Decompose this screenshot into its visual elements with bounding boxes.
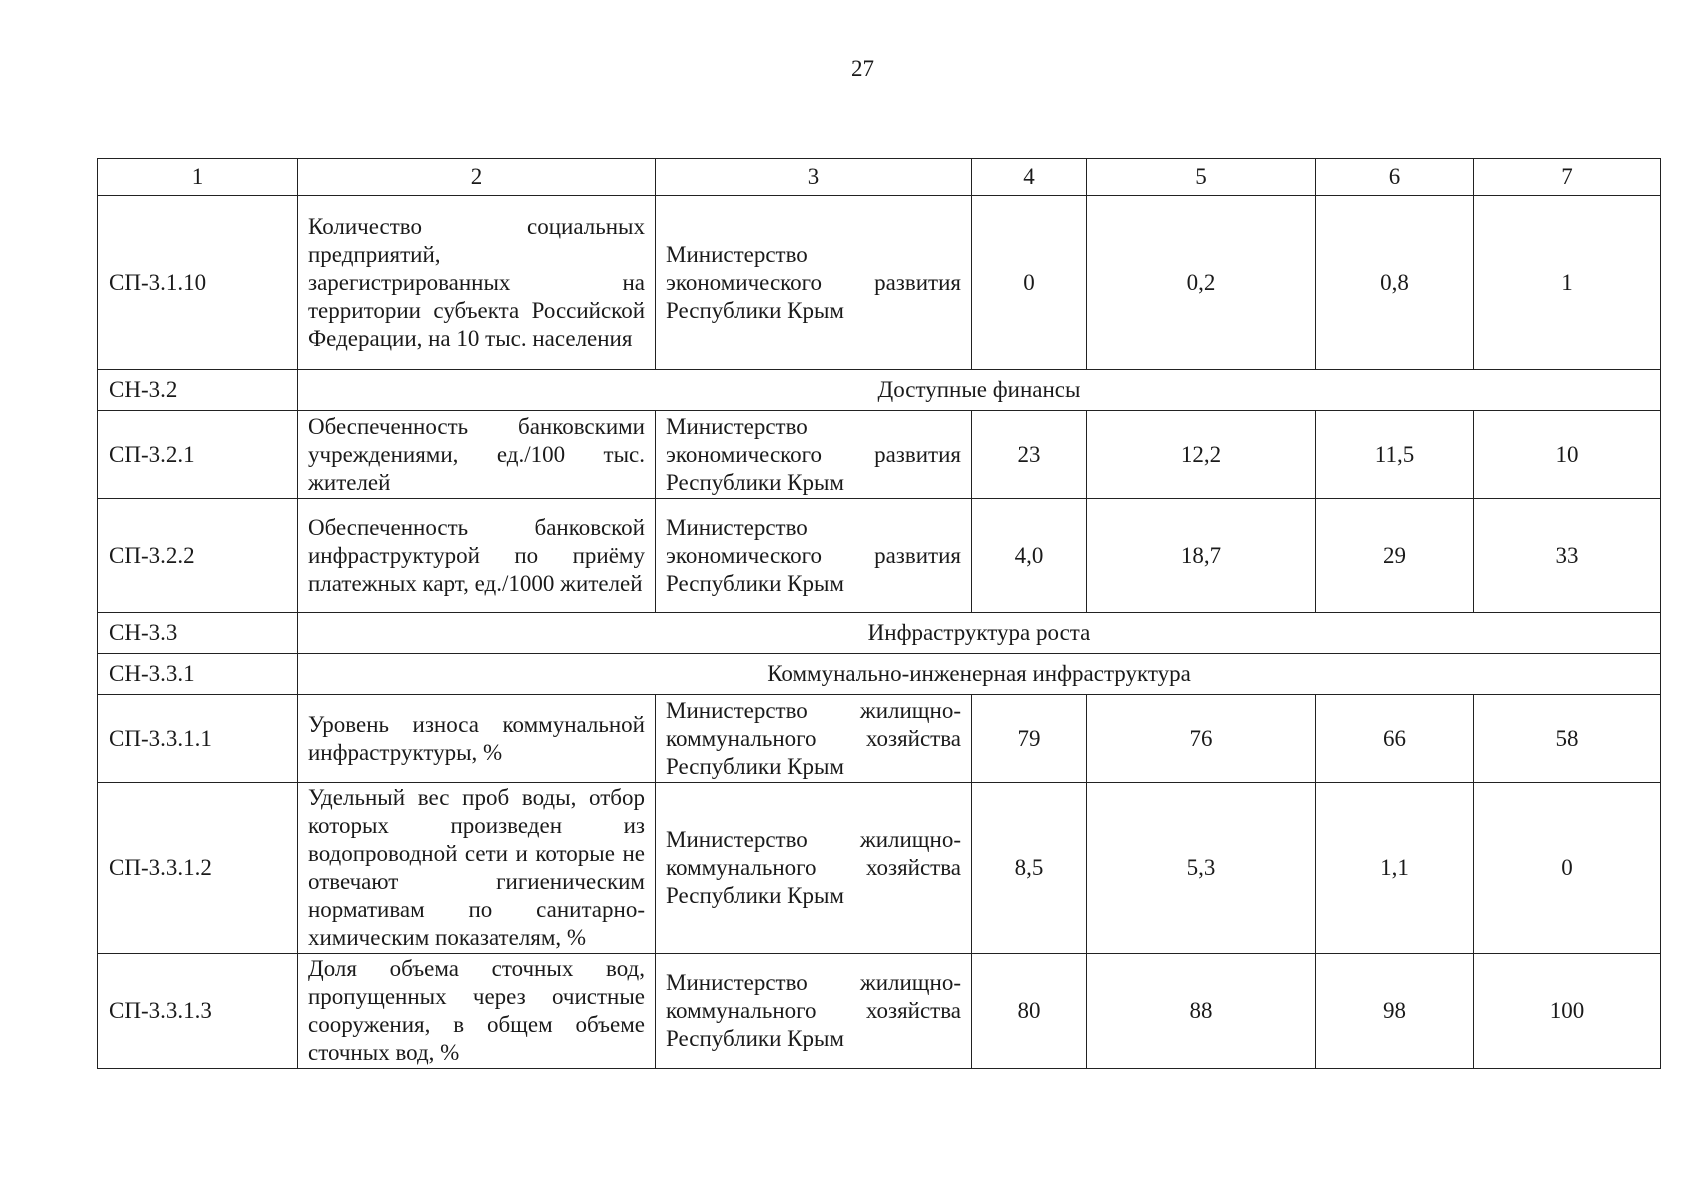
responsible-ministry: Министерство экономического развития Республики Крым	[656, 499, 972, 613]
section-title: Доступные финансы	[298, 370, 1661, 411]
indicator-code: СП-3.3.1.2	[98, 783, 298, 954]
indicator-description: Доля объема сточных вод, пропущенных через очистные сооружения, в общем объеме сточных вод, %	[298, 954, 656, 1069]
value-col-4: 80	[972, 954, 1087, 1069]
table-row	[98, 695, 1661, 783]
responsible-ministry: Министерство жилищно-коммунального хозяйства Республики Крым	[656, 954, 972, 1069]
indicator-code: СП-3.2.2	[98, 499, 298, 613]
indicator-code: СП-3.1.10	[98, 196, 298, 370]
column-header: 4	[972, 159, 1087, 196]
responsible-ministry: Министерство экономического развития Республики Крым	[656, 411, 972, 499]
table-row	[98, 954, 1661, 1069]
page-number: 27	[851, 56, 874, 81]
value-col-6: 11,5	[1316, 411, 1474, 499]
section-row	[98, 654, 1661, 695]
column-header: 3	[656, 159, 972, 196]
section-code: СН-3.3	[98, 613, 298, 654]
indicator-code: СП-3.2.1	[98, 411, 298, 499]
section-code: СН-3.2	[98, 370, 298, 411]
value-col-4: 8,5	[972, 783, 1087, 954]
value-col-6: 0,8	[1316, 196, 1474, 370]
column-header: 2	[298, 159, 656, 196]
value-col-5: 18,7	[1087, 499, 1316, 613]
indicators-table	[97, 158, 1661, 1069]
column-header: 7	[1474, 159, 1661, 196]
table-row	[98, 499, 1661, 613]
value-col-7: 33	[1474, 499, 1661, 613]
value-col-7: 10	[1474, 411, 1661, 499]
value-col-7: 58	[1474, 695, 1661, 783]
indicator-description: Количество социальных предприятий, зарегистрированных на территории субъекта Российской Федерации, на 10 тыс. населения	[298, 196, 656, 370]
value-col-6: 1,1	[1316, 783, 1474, 954]
section-row	[98, 613, 1661, 654]
value-col-6: 98	[1316, 954, 1474, 1069]
section-title: Инфраструктура роста	[298, 613, 1661, 654]
value-col-7: 100	[1474, 954, 1661, 1069]
indicator-code: СП-3.3.1.1	[98, 695, 298, 783]
table-row	[98, 411, 1661, 499]
value-col-4: 0	[972, 196, 1087, 370]
value-col-6: 66	[1316, 695, 1474, 783]
value-col-4: 23	[972, 411, 1087, 499]
section-code: СН-3.3.1	[98, 654, 298, 695]
value-col-6: 29	[1316, 499, 1474, 613]
table-row	[98, 783, 1661, 954]
section-title: Коммунально-инженерная инфраструктура	[298, 654, 1661, 695]
value-col-7: 1	[1474, 196, 1661, 370]
table-header-row	[98, 159, 1661, 196]
section-row	[98, 370, 1661, 411]
value-col-5: 0,2	[1087, 196, 1316, 370]
value-col-5: 76	[1087, 695, 1316, 783]
column-header: 5	[1087, 159, 1316, 196]
responsible-ministry: Министерство жилищно-коммунального хозяйства Республики Крым	[656, 783, 972, 954]
responsible-ministry: Министерство жилищно-коммунального хозяйства Республики Крым	[656, 695, 972, 783]
indicator-description: Обеспеченность банковскими учреждениями, ед./100 тыс. жителей	[298, 411, 656, 499]
value-col-7: 0	[1474, 783, 1661, 954]
responsible-ministry: Министерство экономического развития Республики Крым	[656, 196, 972, 370]
indicator-description: Обеспеченность банковской инфраструктурой по приёму платежных карт, ед./1000 жителей	[298, 499, 656, 613]
indicator-description: Удельный вес проб воды, отбор которых произведен из водопроводной сети и которые не отвечают гигиеническим нормативам по санитарно-химическим показателям, %	[298, 783, 656, 954]
value-col-5: 88	[1087, 954, 1316, 1069]
value-col-4: 4,0	[972, 499, 1087, 613]
value-col-4: 79	[972, 695, 1087, 783]
column-header: 1	[98, 159, 298, 196]
value-col-5: 12,2	[1087, 411, 1316, 499]
value-col-5: 5,3	[1087, 783, 1316, 954]
table-row	[98, 196, 1661, 370]
indicator-description: Уровень износа коммунальной инфраструктуры, %	[298, 695, 656, 783]
indicator-code: СП-3.3.1.3	[98, 954, 298, 1069]
column-header: 6	[1316, 159, 1474, 196]
